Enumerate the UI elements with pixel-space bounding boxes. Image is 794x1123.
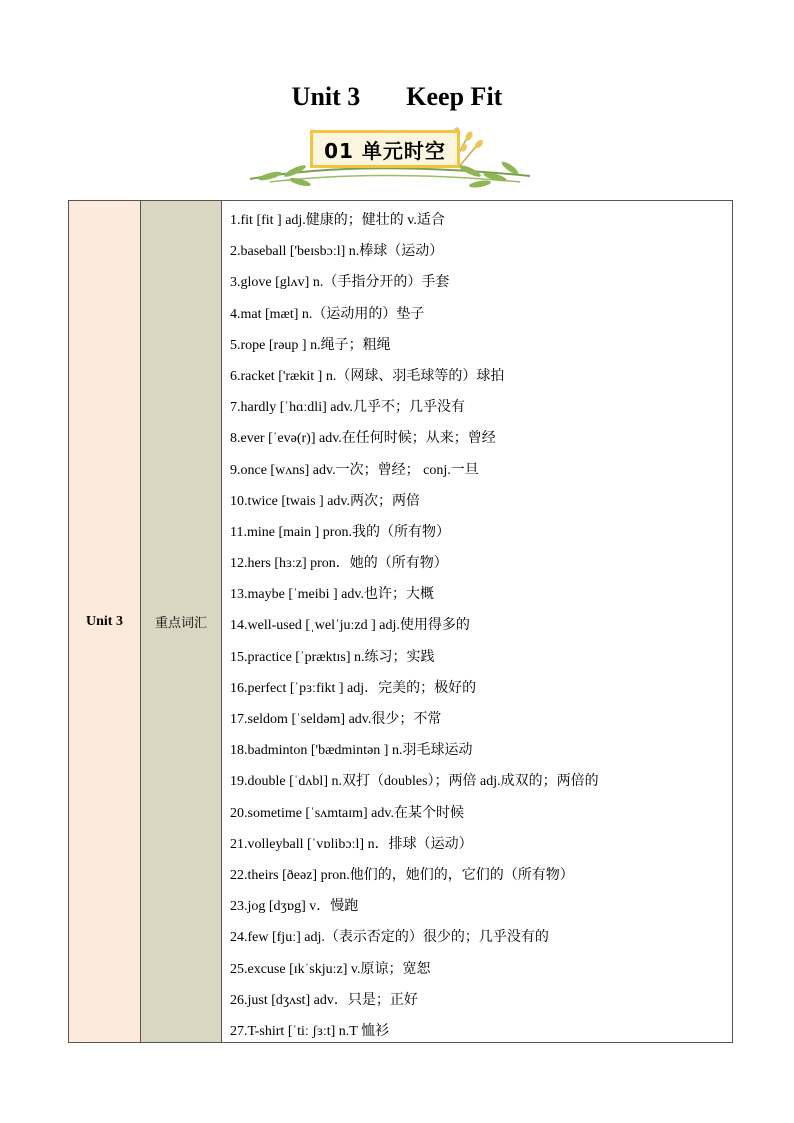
page-title [0, 82, 794, 112]
word-item: 15.practice [ˈpræktɪs] n.练习；实践 [230, 649, 435, 665]
unit-cell: Unit 3 [69, 201, 141, 1042]
word-item: 13.maybe [ˈmeibi ] adv.也许；大概 [230, 587, 434, 603]
category-cell: 重点词汇 [141, 201, 222, 1042]
word-item: 1.fit [fit ] adj.健康的；健壮的 v.适合 [230, 213, 445, 228]
word-item: 16.perfect [ˈpɜːfikt ] adj．完美的；极好的 [230, 680, 477, 696]
unit-title: Unit 3 [291, 82, 361, 111]
word-item: 23.jog [dʒɒg] v．慢跑 [230, 899, 359, 915]
section-banner [240, 124, 540, 194]
word-item: 8.ever [ˈevə(r)] adv.在任何时候；从来；曾经 [230, 431, 496, 447]
word-item: 20.sometime [ˈsʌmtaɪm] adv.在某个时候 [230, 805, 464, 821]
word-item: 14.well-used [ˌwelˈjuːzd ] adj.使用得多的 [230, 618, 470, 634]
word-item: 5.rope [rəup ] n.绳子；粗绳 [230, 337, 391, 353]
word-item: 4.mat [mæt] n.（运动用的）垫子 [230, 306, 425, 322]
word-item: 2.baseball ['beɪsbɔːl] n.棒球（运动） [230, 244, 444, 260]
word-item: 6.racket ['rækit ] n.（网球、羽毛球等的）球拍 [230, 368, 505, 384]
word-item: 24.few [fjuː] adj.（表示否定的）很少的；几乎没有的 [230, 930, 549, 946]
word-item: 26.just [dʒʌst] adv．只是；正好 [230, 992, 418, 1008]
word-item: 18.badminton ['bædmintən ] n.羽毛球运动 [230, 743, 473, 759]
word-item: 25.excuse [ɪkˈskjuːz] v.原谅；宽恕 [230, 961, 431, 977]
word-item: 10.twice [twais ] adv.两次；两倍 [230, 493, 420, 509]
topic-title: Keep Fit [406, 82, 503, 111]
word-item: 17.seldom [ˈseldəm] adv.很少；不常 [230, 712, 442, 727]
word-item: 19.double [ˈdʌbl] n.双打（doubles）；两倍 adj.成双的；两倍的 [230, 774, 599, 790]
word-list [222, 201, 732, 1042]
vocabulary-table [68, 200, 733, 1043]
section-badge: 01 单元时空 [310, 130, 460, 168]
word-item: 21.volleyball [ˈvɒlibɔːl] n．排球（运动） [230, 836, 473, 852]
word-item: 11.mine [main ] pron.我的（所有物） [230, 524, 450, 540]
word-item: 3.glove [glʌv] n.（手指分开的）手套 [230, 275, 450, 291]
word-item: 12.hers [hɜːz] pron．她的（所有物） [230, 556, 448, 572]
word-item: 7.hardly [ˈhɑːdli] adv.几乎不；几乎没有 [230, 400, 466, 416]
word-item: 27.T-shirt [ˈtiː ʃɜːt] n.T 恤衫 [230, 1023, 390, 1039]
word-item: 22.theirs [ðeəz] pron.他们的，她们的，它们的（所有物） [230, 867, 574, 883]
word-item: 9.once [wʌns] adv.一次；曾经； conj.一旦 [230, 462, 479, 478]
